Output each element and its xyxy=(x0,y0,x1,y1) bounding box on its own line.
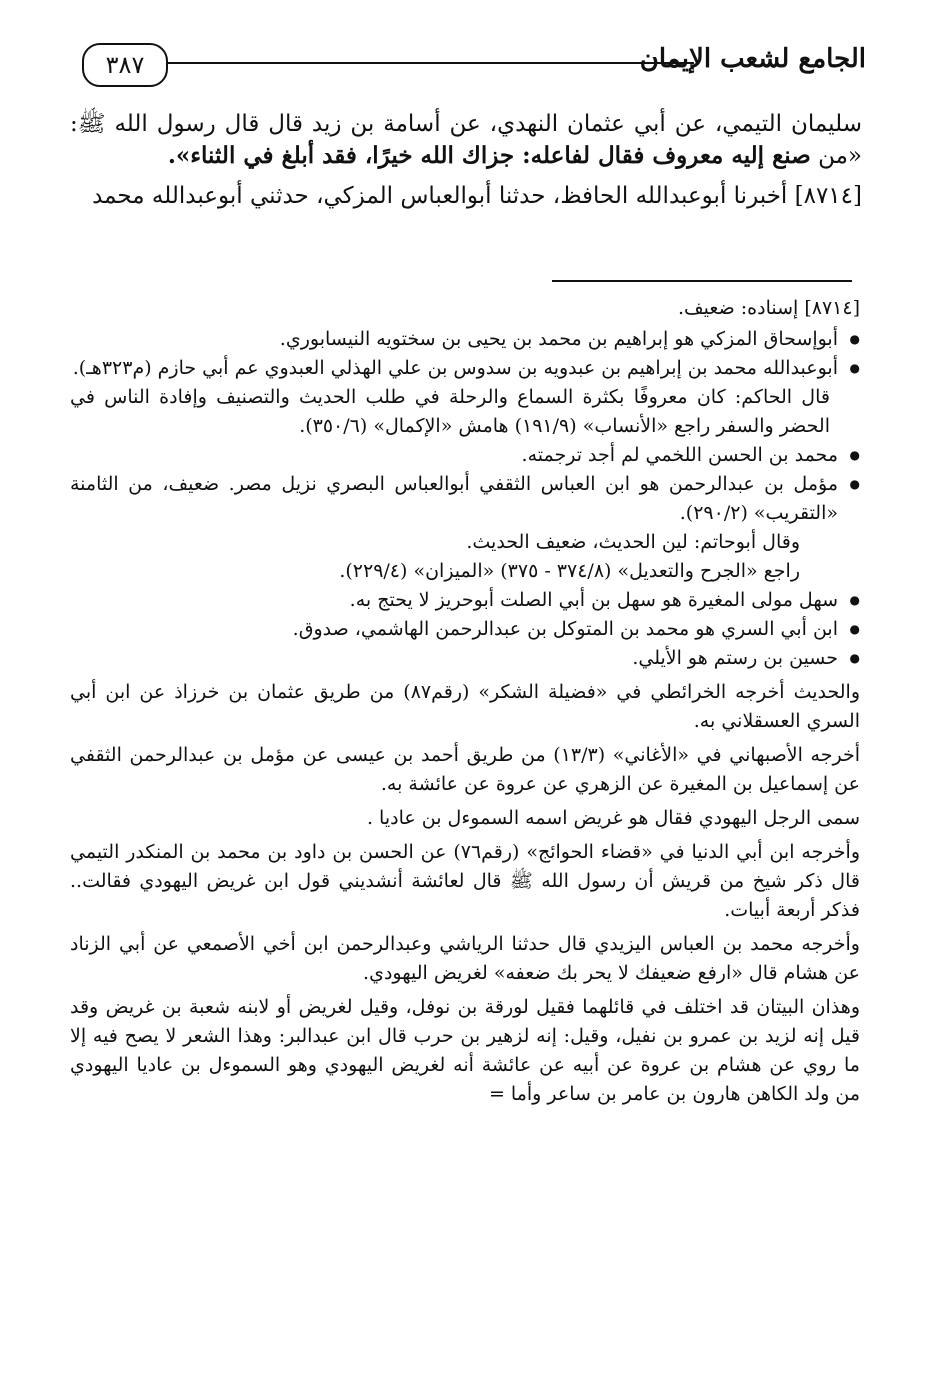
footnote-bullet: ● حسين بن رستم هو الأيلي. xyxy=(70,644,860,673)
hadith-quote: صنع إليه معروف فقال لفاعله: جزاك الله خيرًا، فقد أبلغ في الثناء». xyxy=(167,142,811,169)
footnote-paragraph: والحديث أخرجه الخرائطي في «فضيلة الشكر» (رقم٨٧) من طريق عثمان بن خرزاذ عن ابن أبي السري العسقلاني به. xyxy=(70,681,860,732)
footnote-paragraph: وهذان البيتان قد اختلف في قائلهما فقيل لورقة بن نوفل، وقيل لغريض أو لابنه شعبة بن غريض وقد قيل إنه لزيد بن عمرو بن نفيل، وقيل: إنه لزهير بن حرب قال ابن عبدالبر: وهذا الشعر لا يصح فيه إلا ما روي عن هشام بن عروة عن أبيه عن عائشة أنه لغريض اليهودي وهو السموءل بن عاديا اليهودي من ولد الكاهن هارون بن عامر بن ساعر وأما = xyxy=(70,996,860,1105)
page-header xyxy=(76,40,866,94)
main-text-paragraph xyxy=(70,108,862,172)
footnote-continuation: قال الحاكم: كان معروفًا بكثرة السماع والرحلة في طلب الحديث والتصنيف وإفادة الناس في الحضر والسفر راجع «الأنساب» (١٩١/٩) هامش «الإكمال» (٣٥٠/٦). xyxy=(70,386,830,437)
footnote-bullet: ● أبوعبدالله محمد بن إبراهيم بن عبدويه بن سدوس بن علي الهذلي العبدوي عم أبي حازم (م٣٢٣هـ). xyxy=(70,354,860,383)
header-rule xyxy=(166,62,694,64)
footnote-paragraph: أخرجه الأصبهاني في «الأغاني» (١٣/٣) من طريق أحمد بن عيسى عن مؤمل بن عبدالرحمن الثقفي عن إسماعيل بن المغيرة عن الزهري عن عروة عن عائشة به. xyxy=(70,744,860,795)
main-text xyxy=(70,108,862,220)
hadith-8714: [٨٧١٤] أخبرنا أبوعبدالله الحافظ، حدثنا أبوالعباس المزكي، حدثني أبوعبدالله محمد xyxy=(92,183,862,209)
footnote-continuation: وقال أبوحاتم: لين الحديث، ضعيف الحديث. xyxy=(466,531,800,553)
footnote-separator xyxy=(552,280,852,282)
main-line-1: سليمان التيمي، عن أبي عثمان النهدي، عن أسامة بن زيد قال قال رسول الله ﷺ: «من xyxy=(70,111,862,169)
page-number: ٣٨٧ xyxy=(82,43,168,87)
footnote-bullet: ● محمد بن الحسن اللخمي لم أجد ترجمته. xyxy=(70,441,860,470)
footnote-paragraph: وأخرجه ابن أبي الدنيا في «قضاء الحوائج» (رقم٧٦) عن الحسن بن داود بن محمد بن المنكدر التيمي قال ذكر شيخ من قريش أن رسول الله ﷺ قال لعائشة أنشديني قول ابن غريض اليهودي فقالت.. فذكر أربعة أبيات. xyxy=(70,841,860,921)
footnote-paragraph: وأخرجه محمد بن العباس اليزيدي قال حدثنا الرياشي وعبدالرحمن ابن أخي الأصمعي عن أبي الزناد عن هشام قال «ارفع ضعيفك لا يحر بك ضعفه» لغريض اليهودي. xyxy=(70,933,860,984)
footnote-bullet: ● ابن أبي السري هو محمد بن المتوكل بن عبدالرحمن الهاشمي، صدوق. xyxy=(70,615,860,644)
book-title: الجامع لشعب الإيمان xyxy=(639,44,866,74)
footnote-paragraph: سمى الرجل اليهودي فقال هو غريض اسمه السموءل بن عاديا . xyxy=(366,807,860,829)
footnote-lead: [٨٧١٤] إسناده: ضعيف. xyxy=(677,297,860,319)
footnotes xyxy=(70,294,860,1109)
footnote-continuation: راجع «الجرح والتعديل» (٣٧٤/٨ - ٣٧٥) «الميزان» (٢٢٩/٤). xyxy=(339,560,800,582)
footnote-bullet: ● مؤمل بن عبدالرحمن هو ابن العباس الثقفي أبوالعباس البصري نزيل مصر. ضعيف، من الثامنة «التقريب» (٢٩٠/٢). xyxy=(70,470,860,528)
footnote-bullet: ● أبوإسحاق المزكي هو إبراهيم بن محمد بن يحيى بن سختويه النيسابوري. xyxy=(70,325,860,354)
footnote-bullet: ● سهل مولى المغيرة هو سهل بن أبي الصلت أبوحريز لا يحتج به. xyxy=(70,586,860,615)
